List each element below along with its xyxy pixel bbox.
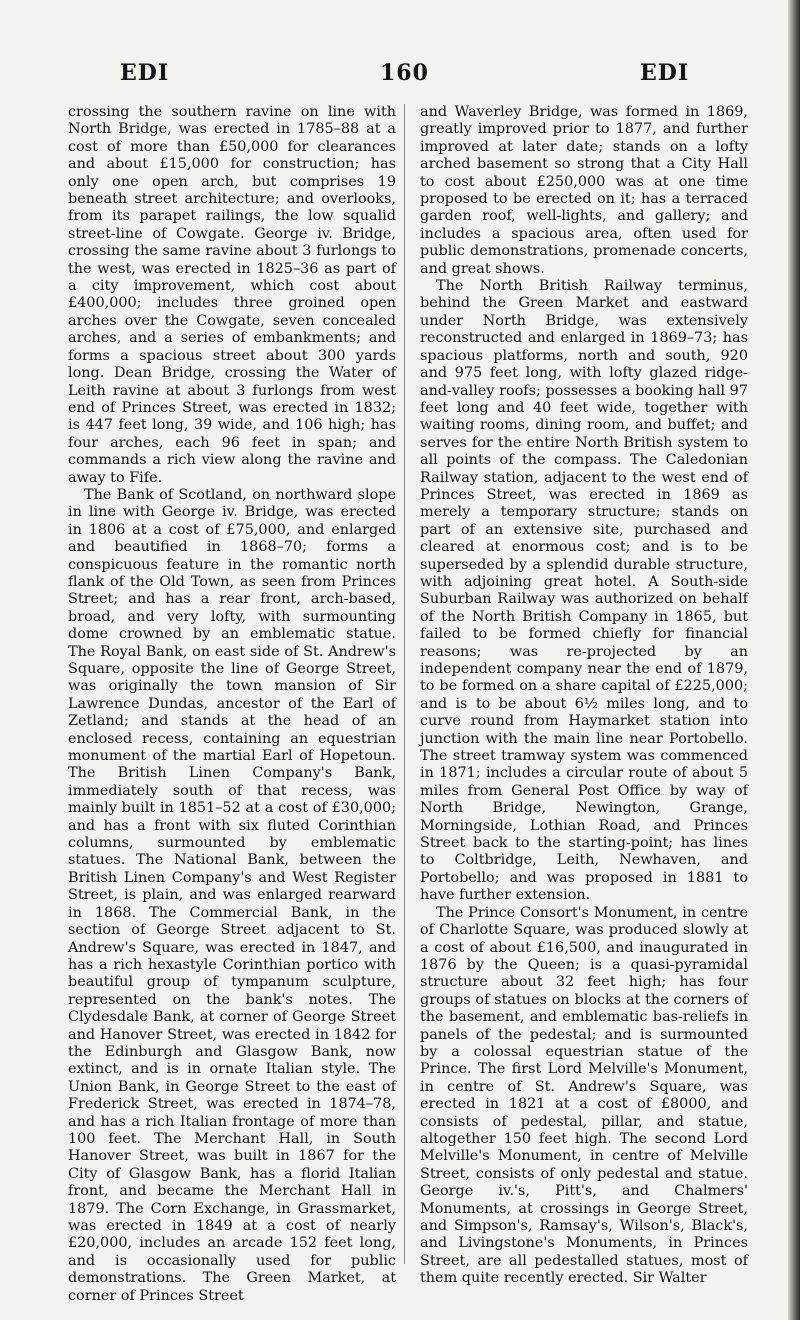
header-right-word: EDI <box>640 60 690 86</box>
page-edge-shadow <box>788 0 800 1320</box>
paragraph: The Bank of Scotland, on northward slope in line with George iv. Bridge, was erected in 1806 at a cost of £75,000, and enlarged and beautified in 1868–70; forms a conspicuous feature in the romantic north flank of the Old Town, as seen from Princes Street; and has a rear front, arch-based, broad, and very lofty, with surmounting dome crowned by an emblematic statue. The Royal Bank, on east side of St. Andrew's Square, opposite the line of George Street, was originally the town mansion of Sir Lawrence Dundas, ancestor of the Earl of Zetland; and stands at the head of an enclosed recess, containing an equestrian monument of the martial Earl of Hopetoun. The British Linen Company's Bank, immediately south of that recess, was mainly built in 1851–52 at a cost of £30,000; and has a front with six fluted Corinthian columns, surmounted by emblematic statues. The National Bank, between the British Linen Company's and West Register Street, is plain, and was enlarged rearward in 1868. The Commercial Bank, in the section of George Street adjacent to St. Andrew's Square, was erected in 1847, and has a rich hexastyle Corinthian portico with beautiful group of tympanum sculpture, represented on the bank's notes. The Clydesdale Bank, at corner of George Street and Hanover Street, was erected in 1842 for the Edinburgh and Glasgow Bank, now extinct, and is in ornate Italian style. The Union Bank, in George Street to the east of Frederick Street, was erected in 1874–78, and has a rich Italian frontage of more than 100 feet. The Merchant Hall, in South Hanover Street, was built in 1867 for the City of Glasgow Bank, has a florid Italian front, and became the Merchant Hall in 1879. The Corn Exchange, in Grassmarket, was erected in 1849 at a cost of nearly £20,000, includes an arcade 152 feet long, and is occasionally used for public demonstrations. The Green Market, at corner of Princes Street <box>68 486 396 1304</box>
paragraph: crossing the southern ravine on line with North Bridge, was erected in 1785–88 at a cost of more than £50,000 for clearances and about £15,000 for construction; has only one open arch, but comprises 19 beneath street architecture; and overlooks, from its parapet railings, the low squalid street-line of Cowgate. George iv. Bridge, crossing the same ravine about 3 furlongs to the west, was erected in 1825–36 as part of a city improvement, which cost about £400,000; includes three groined open arches over the Cowgate, seven concealed arches, and a series of embankments; and forms a spacious street about 300 yards long. Dean Bridge, crossing the Water of Leith ravine at about 3 furlongs from west end of Princes Street, was erected in 1832; is 447 feet long, 39 wide, and 106 high; has four arches, each 96 feet in span; and commands a rich view along the ravine and away to Fife. <box>68 104 396 486</box>
column-divider <box>404 104 405 1264</box>
header-left-word: EDI <box>120 60 170 86</box>
left-column <box>68 104 396 1305</box>
paragraph: The North British Railway terminus, behind the Green Market and eastward under North Bridge, was extensively reconstructed and enlarged in 1869–73; has spacious platforms, north and south, 920 and 975 feet long, with lofty glazed ridge-and-valley roofs; possesses a booking hall 97 feet long and 40 feet wide, together with waiting rooms, dining room, and buffet; and serves for the entire North British system to all points of the compass. The Caledonian Railway station, adjacent to the west end of Princes Street, was erected in 1869 as merely a temporary structure; stands on part of an extensive site, purchased and cleared at enormous cost; and is to be superseded by a splendid durable structure, with adjoining great hotel. A South-side Suburban Railway was authorized on behalf of the North British Company in 1865, but failed to be formed chiefly for financial reasons; was re-projected by an independent company near the end of 1879, to be formed on a share capital of £225,000; and is to be about 6½ miles long, and to curve round from Haymarket station into junction with the main line near Portobello. The street tramway system was commenced in 1871; includes a circular route of about 5 miles from General Post Office by way of North Bridge, Newington, Grange, Morningside, Lothian Road, and Princes Street back to the starting-point; has lines to Coltbridge, Leith, Newhaven, and Portobello; and was proposed in 1881 to have further extension. <box>420 278 748 904</box>
page-number: 160 <box>380 60 429 86</box>
right-column <box>420 104 748 1288</box>
paragraph: and Waverley Bridge, was formed in 1869, greatly improved prior to 1877, and further improved at later date; stands on a lofty arched basement so strong that a City Hall to cost about £250,000 was at one time proposed to be erected on it; has a terraced garden roof, well-lights, and gallery; and includes a spacious area, often used for public demonstrations, promenade concerts, and great shows. <box>420 104 748 277</box>
paragraph: The Prince Consort's Monument, in centre of Charlotte Square, was produced slowly at a cost of about £16,500, and inaugurated in 1876 by the Queen; is a quasi-pyramidal structure about 32 feet high; has four groups of statues on blocks at the corners of the basement, and emblematic bas-reliefs in panels of the pedestal; and is surmounted by a colossal equestrian statue of the Prince. The first Lord Melville's Monument, in centre of St. Andrew's Square, was erected in 1821 at a cost of £8000, and consists of pedestal, pillar, and statue, altogether 150 feet high. The second Lord Melville's Monument, in centre of Melville Street, consists of only pedestal and statue. George iv.'s, Pitt's, and Chalmers' Monuments, at crossings in George Street, and Simpson's, Ramsay's, Wilson's, Black's, and Livingstone's Monuments, in Princes Street, are all pedestalled statues, most of them quite recently erected. Sir Walter <box>420 904 748 1287</box>
running-header <box>0 60 800 90</box>
